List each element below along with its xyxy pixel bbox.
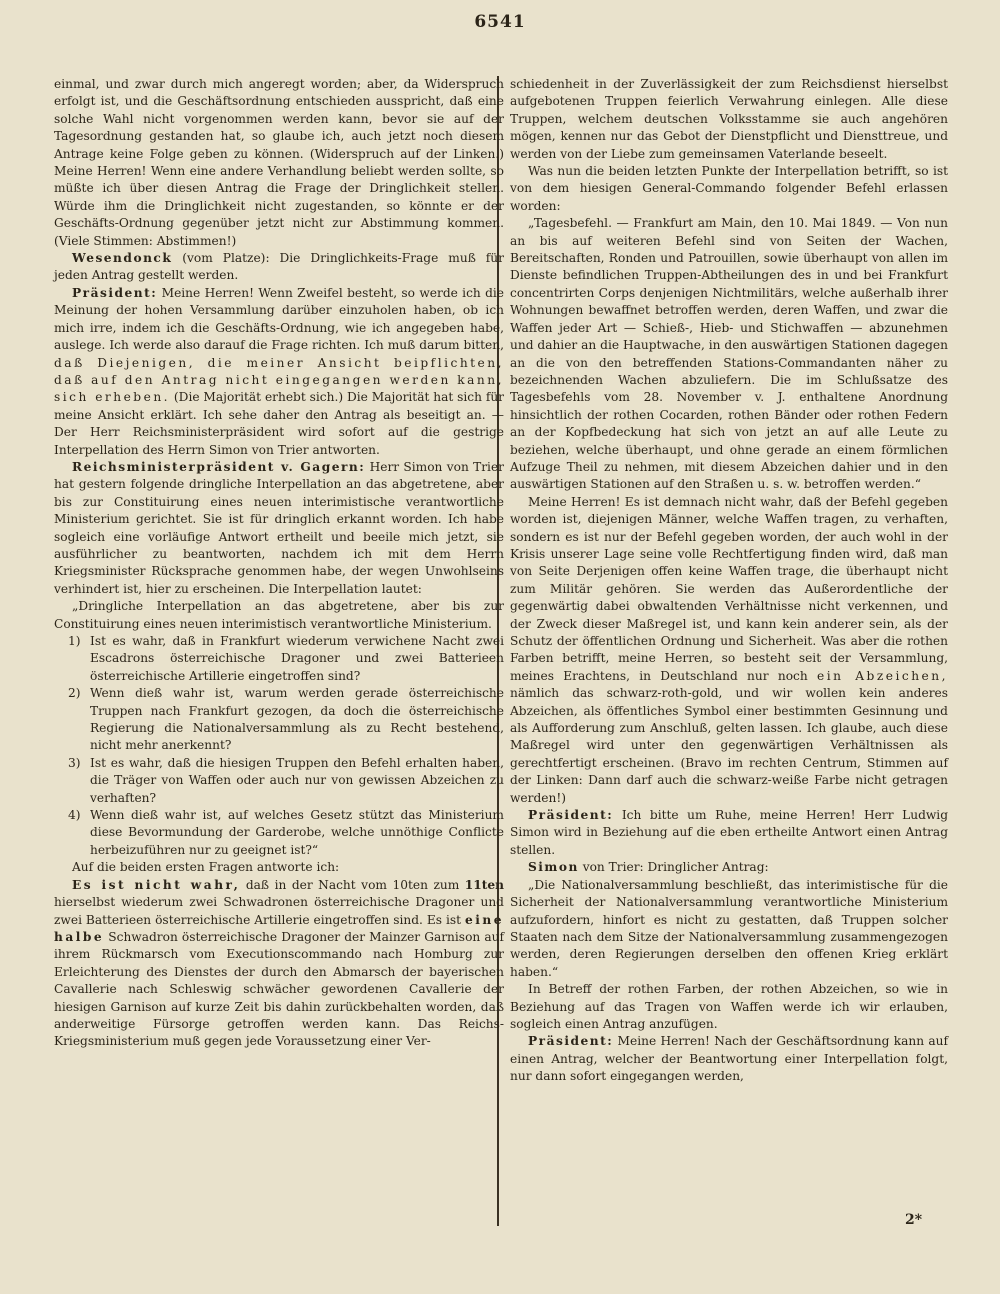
speaker-name: Wesendonck <box>72 251 173 266</box>
paragraph <box>510 494 948 807</box>
question-list <box>54 633 504 859</box>
item-text: Wenn dieß wahr ist, auf welches Gesetz stützt das Ministerium diese Bevormundung der Garderobe, welche unnöthige Conflicte herbeizuführen nur zu geeignet ist?“ <box>90 808 504 857</box>
paragraph: „Dringliche Interpellation an das abgetretene, aber bis zur Constituirung eines neuen interimistisch verantwortliche Ministerium. <box>54 599 504 631</box>
item-number: 1) <box>68 634 81 648</box>
spaced-text: eine halbe <box>54 912 504 944</box>
list-item <box>54 807 504 859</box>
item-number: 2) <box>68 686 81 701</box>
printer-signature: 2* <box>905 1212 923 1228</box>
speaker-name: Präsident: <box>72 285 158 300</box>
speaker-name: Reichsministerpräsident v. Gagern: <box>72 459 366 474</box>
paragraph <box>54 250 504 285</box>
paragraph: Auf die beiden ersten Fragen antworte ich: <box>72 860 340 875</box>
speaker-name: Präsident: <box>528 808 614 823</box>
left-column <box>54 76 504 1051</box>
item-text: Ist es wahr, daß die hiesigen Truppen den Befehl erhalten haben, die Träger von Waffen oder auch nur von gewissen Abzeichen zu verhaften? <box>90 755 504 805</box>
speech-text: Ich bitte um Ruhe, meine Herren! Herr Ludwig Simon wird in Beziehung auf die eben ertheilte Antwort einen Antrag stellen. <box>510 808 948 857</box>
speech-text: daß in der Nacht vom 10ten zum <box>240 877 465 892</box>
speech-text: von Trier: Dringlicher Antrag: <box>578 860 769 875</box>
paragraph: schiedenheit in der Zuverlässigkeit der zum Reichsdienst hierselbst aufgebotenen Truppen feierlich Verwahrung einlegen. Alle diese Truppen, welchem deutschen Volksstamme sie auch angehören mögen, kennen nur das Gebot der Dienstpflicht und Diensttreue, und werden von der Liebe zum gemeinsamen Vaterlande beseelt. <box>510 77 948 161</box>
speech-text: Meine Herren! Wenn Zweifel besteht, so werde ich die Meinung der hohen Versammlung darüber einzuholen haben, ob ich mich irre, indem ich die Geschäfts-Ordnung, wie ich angegeben habe, auslege. Ich werde also darauf die Frage richten. Ich muß darum bitten, <box>54 285 504 353</box>
speech-text: (vom Platze): Die Dringlichkeits-Frage muß für jeden Antrag gestellt werden. <box>54 251 504 283</box>
paragraph <box>54 459 504 598</box>
speech-text: Herr Simon von Trier hat gestern folgende dringliche Interpellation an das abgetretene, aber bis zur Constituirung eines neuen interimistische verantwortliche Ministerium gerichtet. Sie ist für dringlich erkannt worden. Ich habe sogleich eine vorläufige Antwort ertheilt und beeile mich jetzt, sie ausführlicher zu beantworten, nachdem ich mit dem Herrn Kriegsminister Rücksprache genommen habe, der wegen Unwohlseins verhindert ist, hier zu erscheinen. Die Interpellation lautet: <box>54 459 504 596</box>
paragraph: „Tagesbefehl. — Frankfurt am Main, den 10. Mai 1849. — Von nun an bis auf weiteren Befehl sind von Seiten der Wachen, Bereitschaften, Ronden und Patrouillen, sowie überhaupt von allen im Dienste befindlichen Truppen-Abtheilungen des in und bei Frankfurt concentrirten Corps denjenigen Nichtmilitärs, welche außerhalb ihrer Wohnungen bewaffnet betroffen werden, deren Waffen, und zwar die Waffen jeder Art — Schieß-, Hieb- und Stichwaffen — abzunehmen und dahier an die Hauptwache, in den auswärtigen Stationen dagegen an die von den betreffenden Stations-Commandanten näher zu bezeichnenden Wachen abzuliefern. Die im Schlußsatze des Tagesbefehls vom 28. November v. J. enthaltene Anordnung hinsichtlich der rothen Cocarden, rothen Bänder oder rothen Federn an der Kopfbedeckung hat sich von jetzt an auf alle Leute zu beziehen, welche überhaupt, und ohne gerade an einem förmlichen Aufzuge Theil zu nehmen, mit diesem Abzeichen dahier und in den auswärtigen Stationen auf den Straßen u. s. w. betroffen werden.“ <box>510 216 948 492</box>
item-text: Wenn dieß wahr ist, warum werden gerade österreichische Truppen nach Frankfurt gezogen, da doch die österreichische Regierung die Nationalversammlung als zu Recht bestehend, nicht mehr anerkennt? <box>90 686 504 753</box>
item-text: Ist es wahr, daß in Frankfurt wiederum verwichene Nacht zwei Escadrons österreichische Dragoner und zwei Batterieen österreichische Artillerie eingetroffen sind? <box>90 634 504 683</box>
spaced-text: daß Diejenigen, die meiner Ansicht beipflichten, daß auf den Antrag nicht eingegangen werden kann, sich erheben. <box>54 355 504 405</box>
paragraph: In Betreff der rothen Farben, der rothen Abzeichen, so wie in Beziehung auf das Tragen von Waffen werde ich wir erlauben, sogleich einen Antrag anzufügen. <box>510 982 948 1031</box>
right-column <box>510 76 948 1086</box>
speech-text: Meine Herren! Nach der Geschäftsordnung kann auf einen Antrag, welcher der Beantwortung einer Interpellation folgt, nur dann sofort eingegangen werden, <box>510 1034 948 1084</box>
speech-text: (Die Majorität erhebt sich.) Die Majorität hat sich für meine Ansicht erklärt. Ich sehe daher den Antrag als beseitigt an. — Der Herr Reichsministerpräsident wird sofort auf die gestrige Interpellation des Herrn Simon von Trier antworten. <box>54 390 505 457</box>
spaced-text: Es ist nicht wahr, <box>72 877 241 892</box>
speech-text: nämlich das schwarz-roth-gold, und wir wollen kein anderes Abzeichen, als öffentliches Symbol einer bestimmten Gesinnung und als Aufforderung zum Anschluß, gelten lassen. Ich glaube, auch diese Maßregel wird unter den gegenwärtigen Verhältnissen als gerechtfertigt erscheinen. (Bravo im rechten Centrum, Stimmen auf der Linken: Dann darf auch die schwarz-weiße Farbe nicht getragen werden!) <box>510 686 948 805</box>
list-item <box>54 633 504 685</box>
list-item <box>54 755 504 807</box>
speaker-name: Präsident: <box>528 1034 614 1049</box>
paragraph: „Die Nationalversammlung beschließt, das interimistische für die Sicherheit der Nationalversammlung verantwortliche Ministerium aufzufordern, hinfort es nicht zu gestatten, daß Truppen solcher Staaten nach dem Sitze der Nationalversammlung zusammengezogen werden, deren Regierungen derselben den offenen Krieg erklärt haben.“ <box>510 877 948 979</box>
paragraph <box>510 807 948 859</box>
paragraph <box>510 859 948 876</box>
speaker-name: Simon <box>528 860 579 875</box>
speech-text: Schwadron österreichische Dragoner der Mainzer Garnison auf ihrem Rückmarsch vom Executionscommando nach Homburg zur Erleichterung des Dienstes der durch den Abmarsch der bayerischen Cavallerie nach Schleswig schwächer gewordenen Cavallerie der hiesigen Garnison auf kurze Zeit bis dahin zurückbehalten worden, daß anderweitige Fürsorge getroffen werden kann. Das Reichs-Kriegsministerium muß gegen jede Voraussetzung einer Ver- <box>54 929 504 1049</box>
paragraph <box>510 1033 948 1085</box>
item-number: 3) <box>68 755 81 770</box>
list-item <box>54 685 504 755</box>
paragraph: Was nun die beiden letzten Punkte der Interpellation betrifft, so ist von dem hiesigen General-Commando folgender Befehl erlassen worden: <box>510 164 948 213</box>
page-number: 6541 <box>474 12 526 32</box>
paragraph: einmal, und zwar durch mich angeregt worden; aber, da Widerspruch erfolgt ist, und die Geschäftsordnung entschieden ausspricht, daß eine solche Wahl nicht vorgenommen werden kann, bevor sie auf der Tagesordnung gestanden hat, so glaube ich, auch jetzt noch diesem Antrage keine Folge geben zu können. (Widerspruch auf der Linken.) Meine Herren! Wenn eine andere Verhandlung beliebt werden sollte, so müßte ich über diesen Antrag die Frage der Dringlichkeit stellen. Würde ihm die Dringlichkeit nicht zugestanden, so könnte er der Geschäfts-Ordnung gegenüber jetzt nicht zur Abstimmung kommen. (Viele Stimmen: Abstimmen!) <box>54 77 504 248</box>
item-number: 4) <box>68 808 81 823</box>
speech-text: Meine Herren! Es ist demnach nicht wahr, daß der Befehl gegeben worden ist, diejenigen Männer, welche Waffen tragen, zu verhaften, sondern es ist nur der Befehl gegeben worden, der auch wohl in der Krisis unserer Lage seine volle Rechtfertigung finden wird, daß man von Seite Derjenigen offen keine Waffen trage, die überhaupt nicht zum Militär gehören. Sie werden das Außerordentliche der gegenwärtig dabei obwaltenden Verhältnisse nicht verkennen, und der Zweck dieser Maßregel ist, und kann kein anderer sein, als der Schutz der öffentlichen Ordnung und Sicherheit. Was aber die rothen Farben betrifft, meine Herren, so besteht seit der Versammlung, meines Erachtens, in Deutschland nur noch <box>510 494 948 683</box>
spaced-text: ein Abzeichen, <box>817 668 948 683</box>
speech-text: hierselbst wiederum zwei Schwadronen österreichische Dragoner und zwei Batterieen österreichische Artillerie eingetroffen sind. Es ist <box>54 895 504 927</box>
paragraph <box>54 877 504 1051</box>
paragraph <box>54 285 504 459</box>
bold-text: 11ten <box>464 877 504 892</box>
